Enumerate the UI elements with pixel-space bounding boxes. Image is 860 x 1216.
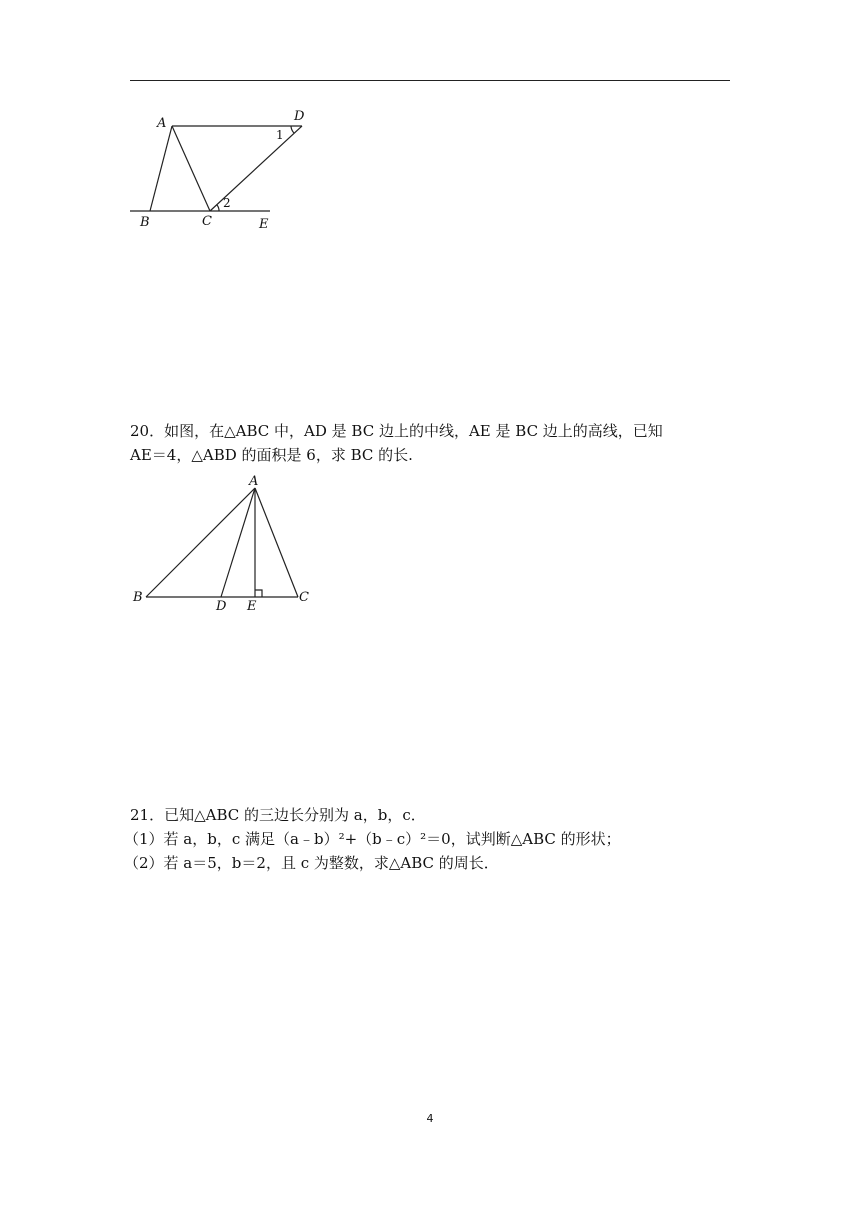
problem-20-line-2: AE＝4，△ABD 的面积是 6，求 BC 的长. xyxy=(130,446,413,464)
label-c: C xyxy=(299,590,309,605)
label-b: B xyxy=(140,215,150,230)
segment-ac xyxy=(255,488,298,597)
label-e: E xyxy=(259,217,269,232)
right-angle-mark xyxy=(255,590,262,597)
label-e: E xyxy=(247,599,257,614)
label-a: A xyxy=(157,116,167,131)
label-c: C xyxy=(202,214,212,229)
label-d: D xyxy=(216,599,227,614)
angle-2-arc xyxy=(217,205,219,211)
segment-ab xyxy=(146,488,255,597)
page-number: 4 xyxy=(426,1112,434,1125)
segment-ac xyxy=(172,126,210,211)
header-rule xyxy=(130,80,730,81)
segment-ab xyxy=(150,126,172,211)
problem-20 xyxy=(130,419,735,467)
problem-21 xyxy=(124,803,735,875)
label-angle-2: 2 xyxy=(223,196,231,210)
figure-2-triangle-median-altitude xyxy=(128,472,328,617)
label-d: D xyxy=(294,109,305,124)
problem-21-stem: 21．已知△ABC 的三边长分别为 a，b，c． xyxy=(130,806,426,824)
label-b: B xyxy=(133,590,143,605)
angle-1-arc xyxy=(291,126,294,133)
label-angle-1: 1 xyxy=(276,128,284,142)
problem-21-part-2: （2）若 a＝5，b＝2，且 c 为整数，求△ABC 的周长． xyxy=(124,854,499,872)
problem-21-part-1: （1）若 a，b，c 满足（a﹣b）²+（b﹣c）²＝0，试判断△ABC 的形状； xyxy=(124,830,621,848)
problem-20-line-1: 20．如图，在△ABC 中，AD 是 BC 边上的中线，AE 是 BC 边上的高线，已知 xyxy=(130,422,663,440)
label-a: A xyxy=(249,474,259,489)
figure-1-parallel-lines xyxy=(120,105,320,235)
